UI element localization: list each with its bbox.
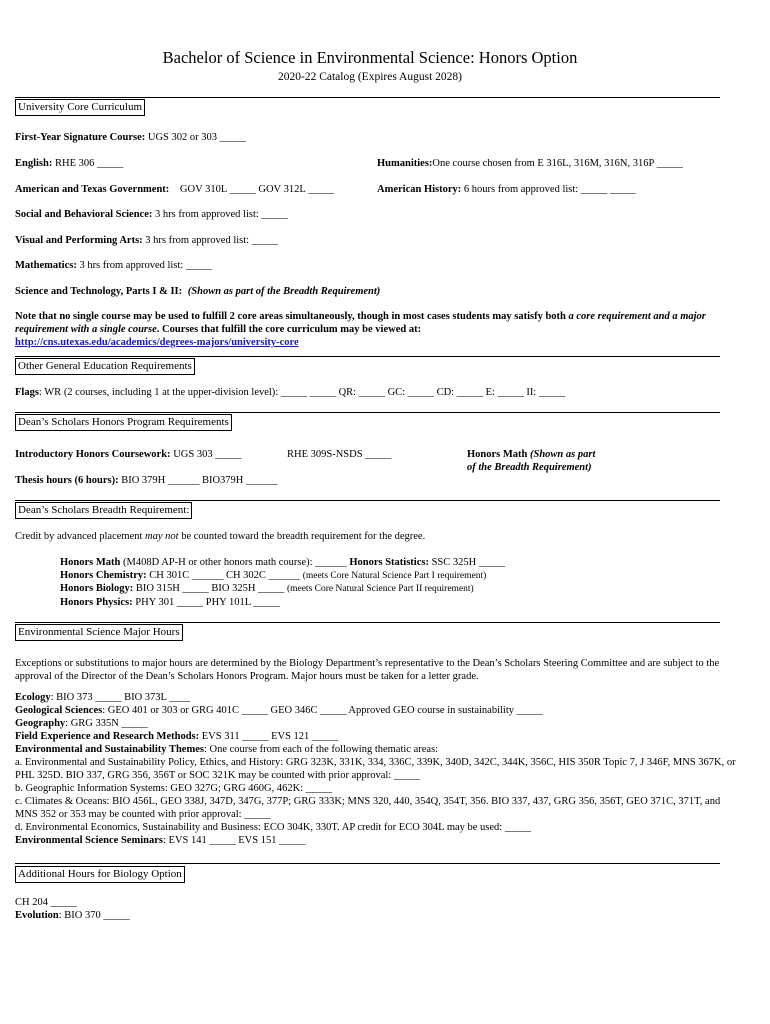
geography-label: Geography: [15, 718, 66, 729]
english-row: [15, 157, 123, 170]
american-gov-row: [15, 183, 334, 196]
geo-label: Geological Sciences: [15, 705, 103, 716]
social-label: Social and Behavioral Science:: [15, 209, 153, 220]
core-link-row: [15, 336, 299, 349]
visual-label: Visual and Performing Arts:: [15, 235, 143, 246]
humanities-row: [377, 157, 683, 170]
honors-math-label: Honors Math: [467, 449, 528, 460]
social-row: [15, 208, 288, 221]
core-note-italic: a core requirement and a major requirement with a single course: [15, 311, 706, 335]
rhe-value: RHE 309S-NSDS _____: [287, 449, 392, 460]
breadth-physics-value: PHY 301 _____ PHY 101L _____: [132, 597, 280, 608]
themes-label: Environmental and Sustainability Themes: [15, 744, 204, 755]
theme-d: d. Environmental Economics, Sustainability and Business: ECO 304K, 330T. AP credit for ECO 304L may be used: _____: [15, 822, 532, 833]
theme-a: a. Environmental and Sustainability Policy, Ethics, and History: GRG 323K, 331K, 334, 336C, 339K, 340D, 342C, 344K, 356C, HIS 350R Topic 7, J 346F, MNS 367K, or PHL 325D. BIO 337, GRG 356, 356T or SOC 321K may be counted with prior approval: _____: [15, 757, 736, 781]
themes-value: : One course from each of the following thematic areas:: [203, 744, 439, 755]
evolution-value: : BIO 370 _____: [58, 910, 130, 921]
math-row: [15, 259, 212, 272]
first-year-value: UGS 302 or 303 _____: [147, 132, 246, 143]
flags-label: Flags: [15, 387, 39, 398]
intro-honors-label: Introductory Honors Coursework:: [15, 449, 171, 460]
rhe-row: [287, 448, 391, 461]
science-row: [15, 285, 380, 298]
ecology-row: [15, 691, 190, 704]
breadth-bio-note: (meets Core Natural Science Part II requirement): [286, 584, 474, 594]
geo-row: [15, 704, 543, 717]
credit-italic: may not: [145, 531, 179, 542]
breadth-physics-row: [60, 596, 280, 609]
geo-value: : GEO 401 or 303 or GRG 401C _____ GEO 346C _____ Approved GEO course in sustainability _____: [102, 705, 543, 716]
section-rule: [15, 412, 720, 413]
geography-row: [15, 717, 148, 730]
section-rule: [15, 356, 720, 357]
thesis-value: BIO 379H ______ BIO379H ______: [121, 475, 278, 486]
science-value: (Shown as part of the Breadth Requirement): [187, 286, 381, 297]
page-title: Bachelor of Science in Environmental Science: Honors Option: [162, 48, 578, 67]
breadth-stats-value: SSC 325H _____: [428, 557, 506, 568]
math-label: Mathematics:: [15, 260, 77, 271]
ch-row: CH 204 _____: [15, 897, 77, 908]
section-heading-core: University Core Curriculum: [15, 99, 145, 116]
breadth-chem-label: Honors Chemistry:: [60, 570, 147, 581]
section-heading-general: Other General Education Requirements: [15, 358, 195, 375]
visual-value: 3 hrs from approved list: _____: [145, 235, 278, 246]
breadth-bio-value: BIO 315H _____ BIO 325H _____: [133, 583, 287, 594]
science-label: Science and Technology, Parts I & II:: [15, 286, 183, 297]
flags-value: : WR (2 courses, including 1 at the upper-division level): _____ _____ QR: _____ GC: _____ CD: _____ E: _____ II: _____: [38, 387, 566, 398]
ecology-label: Ecology: [15, 692, 51, 703]
flags-row: [15, 386, 565, 399]
american-history-value: 6 hours from approved list: _____ _____: [463, 184, 636, 195]
intro-honors-value: UGS 303 _____: [173, 449, 242, 460]
section-heading-honors: Dean’s Scholars Honors Program Requirements: [15, 414, 232, 431]
field-label: Field Experience and Research Methods:: [15, 731, 200, 742]
breadth-physics-label: Honors Physics:: [60, 597, 133, 608]
section-heading-breadth: Dean’s Scholars Breadth Requirement:: [15, 502, 192, 519]
core-note-text-2: . Courses that fulfill the core curriculum may be viewed at:: [156, 324, 422, 335]
credit-text-2: be counted toward the breadth requirement for the degree.: [178, 531, 426, 542]
core-note: [15, 310, 733, 336]
first-year-row: [15, 131, 246, 144]
seminars-row: [15, 834, 305, 847]
honors-math-note-1: (Shown as part: [527, 449, 596, 460]
section-heading-major: Environmental Science Major Hours: [15, 624, 183, 641]
field-row: [15, 730, 338, 743]
american-history-row: [377, 183, 636, 196]
thesis-label: Thesis hours (6 hours):: [15, 475, 119, 486]
section-rule: [15, 863, 720, 864]
breadth-chem-note: (meets Core Natural Science Part I requirement): [302, 571, 487, 581]
core-note-text-1: Note that no single course may be used to fulfill 2 core areas simultaneously, though in most cases students may satisfy both: [15, 311, 569, 322]
section-rule: [15, 97, 720, 98]
credit-row: [15, 530, 425, 543]
evolution-label: Evolution: [15, 910, 59, 921]
breadth-math-label: Honors Math: [60, 557, 121, 568]
seminars-label: Environmental Science Seminars: [15, 835, 163, 846]
social-value: 3 hrs from approved list: _____: [155, 209, 288, 220]
theme-c: c. Climates & Oceans: BIO 456L, GEO 338J, 347D, 347G, 377P; GRG 333K; MNS 320, 440, 354Q, 354T, 356. BIO 337, 437, GRG 356, 356T, GEO 371C, 371T, and MNS 352 or 353 may be counted with prior approval: _____: [15, 796, 721, 820]
first-year-label: First-Year Signature Course:: [15, 132, 146, 143]
core-curriculum-link[interactable]: http://cns.utexas.edu/academics/degrees-majors/university-core: [15, 337, 299, 348]
geography-value: : GRG 335N _____: [65, 718, 148, 729]
breadth-math-row: [60, 556, 505, 569]
catalog-subtitle: 2020-22 Catalog (Expires August 2028): [278, 71, 462, 83]
honors-math-note: [467, 448, 595, 461]
breadth-chem-row: [60, 569, 486, 583]
thesis-row: [15, 474, 278, 487]
american-history-label: American History:: [377, 184, 462, 195]
intro-honors-row: [15, 448, 241, 461]
theme-b: b. Geographic Information Systems: GEO 327G; GRG 460G, 462K: _____: [15, 783, 333, 794]
american-gov-label: American and Texas Government:: [15, 184, 170, 195]
american-gov-value: GOV 310L _____ GOV 312L _____: [179, 184, 335, 195]
ecology-value: : BIO 373 _____ BIO 373L ____: [50, 692, 191, 703]
visual-row: [15, 234, 278, 247]
section-rule: [15, 622, 720, 623]
math-value: 3 hrs from approved list: _____: [79, 260, 213, 271]
section-rule: [15, 500, 720, 501]
section-heading-additional: Additional Hours for Biology Option: [15, 866, 185, 883]
humanities-value: One course chosen from E 316L, 316M, 316N, 316P _____: [432, 158, 683, 169]
breadth-bio-label: Honors Biology:: [60, 583, 134, 594]
breadth-chem-value: CH 301C ______ CH 302C ______: [146, 570, 303, 581]
credit-text-1: Credit by advanced placement: [15, 531, 146, 542]
evolution-row: [15, 909, 130, 922]
themes-row: [15, 743, 438, 756]
major-exceptions: Exceptions or substitutions to major hours are determined by the Biology Department’s representative to the Dean’s Scholars Steering Committee and are subject to the approval of the Director of the Dean’s Scholars Honors Program. Major hours must be taken for a letter grade.: [15, 658, 720, 682]
field-value: EVS 311 _____ EVS 121 _____: [199, 731, 339, 742]
breadth-math-value: (M408D AP-H or other honors math course): ______: [120, 557, 350, 568]
humanities-label: Humanities:: [377, 158, 433, 169]
seminars-value: : EVS 141 _____ EVS 151 _____: [162, 835, 306, 846]
breadth-stats-label: Honors Statistics:: [349, 557, 429, 568]
breadth-bio-row: [60, 582, 474, 596]
honors-math-note-2: of the Breadth Requirement): [467, 462, 592, 473]
english-value: RHE 306 _____: [54, 158, 124, 169]
english-label: English:: [15, 158, 53, 169]
